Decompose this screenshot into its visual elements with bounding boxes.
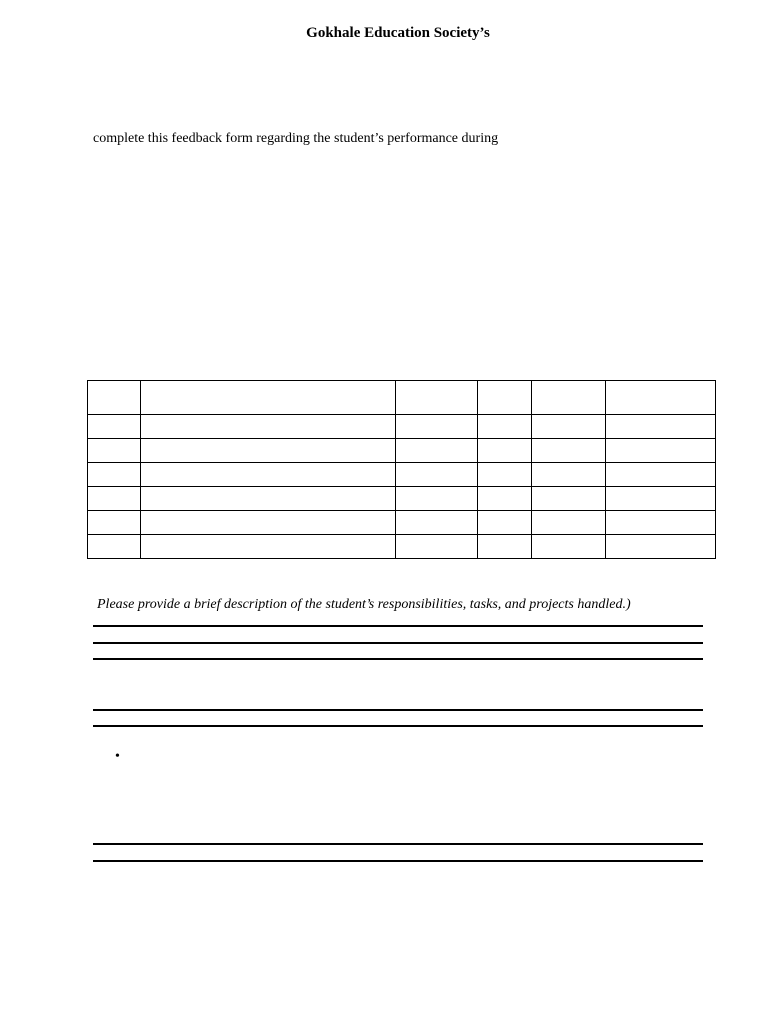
- table-cell[interactable]: [88, 439, 141, 463]
- answer-line[interactable]: [93, 642, 703, 644]
- table-cell[interactable]: [478, 439, 532, 463]
- table-cell[interactable]: [140, 463, 396, 487]
- header-cell: [532, 381, 606, 415]
- table-cell[interactable]: [396, 511, 478, 535]
- table-cell[interactable]: [88, 487, 141, 511]
- table-cell[interactable]: [478, 415, 532, 439]
- table-cell[interactable]: [140, 511, 396, 535]
- table-cell[interactable]: [606, 463, 716, 487]
- table-cell[interactable]: [396, 415, 478, 439]
- table-row: [88, 439, 716, 463]
- evaluation-table: [87, 380, 716, 559]
- table-cell[interactable]: [140, 487, 396, 511]
- table-cell[interactable]: [88, 535, 141, 559]
- table-cell[interactable]: [140, 415, 396, 439]
- intro-text: complete this feedback form regarding the student’s performance during: [93, 131, 499, 146]
- answer-line[interactable]: [93, 843, 703, 845]
- answer-line[interactable]: [93, 625, 703, 627]
- answer-line[interactable]: [93, 860, 703, 862]
- table-row: [88, 511, 716, 535]
- header-cell: [606, 381, 716, 415]
- table-cell[interactable]: [606, 511, 716, 535]
- answer-line[interactable]: [93, 709, 703, 711]
- table-cell[interactable]: [532, 415, 606, 439]
- table-cell[interactable]: [396, 439, 478, 463]
- table-cell[interactable]: [478, 511, 532, 535]
- table-cell[interactable]: [606, 415, 716, 439]
- table-cell[interactable]: [532, 511, 606, 535]
- table-cell[interactable]: [478, 487, 532, 511]
- table-cell[interactable]: [396, 535, 478, 559]
- header-cell: [478, 381, 532, 415]
- answer-line[interactable]: [93, 725, 703, 727]
- answer-line[interactable]: [93, 658, 703, 660]
- table-cell[interactable]: [606, 439, 716, 463]
- header-cell: [140, 381, 396, 415]
- table-cell[interactable]: [532, 463, 606, 487]
- table-cell[interactable]: [606, 487, 716, 511]
- table-cell[interactable]: [396, 463, 478, 487]
- table-cell[interactable]: [532, 487, 606, 511]
- header-cell: [88, 381, 141, 415]
- table-header-row: [88, 381, 716, 415]
- header-cell: [396, 381, 478, 415]
- table-cell[interactable]: [140, 439, 396, 463]
- table-cell[interactable]: [478, 463, 532, 487]
- description-prompt: Please provide a brief description of the student’s responsibilities, tasks, and projects handled.): [97, 597, 631, 612]
- table-cell[interactable]: [88, 415, 141, 439]
- table-row: [88, 535, 716, 559]
- table-cell[interactable]: [532, 439, 606, 463]
- table-row: [88, 463, 716, 487]
- table-cell[interactable]: [532, 535, 606, 559]
- table-row: [88, 487, 716, 511]
- page-title: Gokhale Education Society’s: [306, 25, 490, 41]
- table-cell[interactable]: [88, 463, 141, 487]
- table-cell[interactable]: [606, 535, 716, 559]
- table-row: [88, 415, 716, 439]
- bullet-point: •: [115, 749, 120, 764]
- table-cell[interactable]: [396, 487, 478, 511]
- table-cell[interactable]: [88, 511, 141, 535]
- table-cell[interactable]: [140, 535, 396, 559]
- table-cell[interactable]: [478, 535, 532, 559]
